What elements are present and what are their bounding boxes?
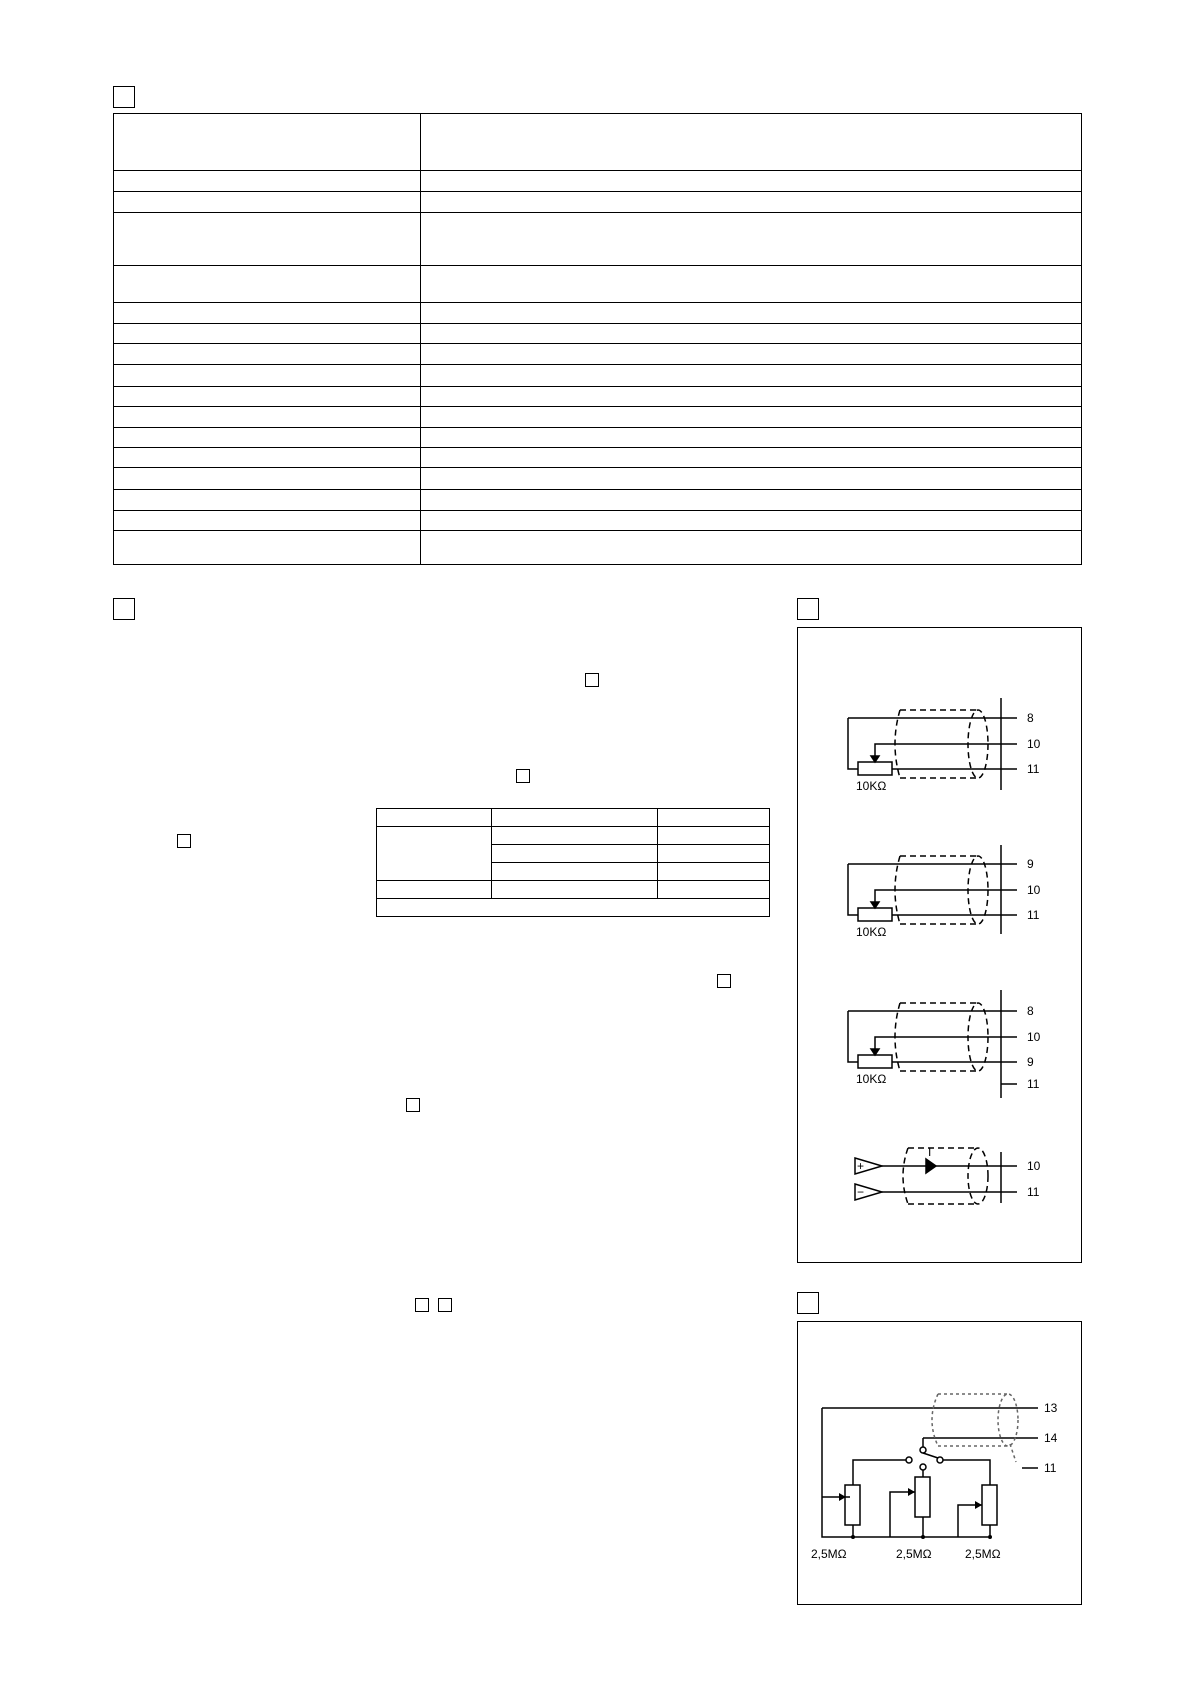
resistor-label: 2,5MΩ [896,1547,932,1561]
terminal-label: 11 [1027,1185,1040,1199]
wiring-diagram-a [798,628,1081,1262]
small-table [376,808,770,917]
spec-cell [421,114,1082,171]
terminal-label: 10 [1027,1030,1041,1044]
terminal-label: 9 [1027,1055,1034,1069]
terminal-label: 11 [1027,908,1040,922]
reference-box [516,769,530,783]
terminal-label: 11 [1027,762,1040,776]
wiring-diagram-b [798,1322,1081,1604]
terminal-label: 11 [1027,1077,1040,1091]
terminal-label: 9 [1027,857,1034,871]
specification-table [113,113,1082,565]
terminal-label: 8 [1027,711,1034,725]
reference-box [717,974,731,988]
resistor-label: 2,5MΩ [965,1547,1001,1561]
terminal-label: 10 [1027,737,1041,751]
section-marker-1 [113,86,135,108]
section-marker-2 [113,598,135,620]
resistor-label: 2,5MΩ [811,1547,847,1561]
terminal-label: 11 [1044,1461,1057,1475]
resistor-label: 10KΩ [856,925,887,939]
reference-box [177,834,191,848]
terminal-label: 10 [1027,883,1041,897]
section-marker-4 [797,1292,819,1314]
diagram-a-frame [797,627,1082,1263]
minus-label: − [857,1185,865,1199]
terminal-label: 13 [1044,1401,1058,1415]
terminal-label: 10 [1027,1159,1041,1173]
terminal-label: 8 [1027,1004,1034,1018]
spec-cell [114,114,421,171]
reference-box [438,1298,452,1312]
resistor-label: 10KΩ [856,779,887,793]
reference-box [406,1098,420,1112]
diagram-b-frame [797,1321,1082,1605]
plus-label: + [857,1159,865,1173]
terminal-label: 14 [1044,1431,1058,1445]
current-label: I [928,1145,932,1159]
reference-box [415,1298,429,1312]
section-marker-3 [797,598,819,620]
reference-box [585,673,599,687]
resistor-label: 10KΩ [856,1072,887,1086]
